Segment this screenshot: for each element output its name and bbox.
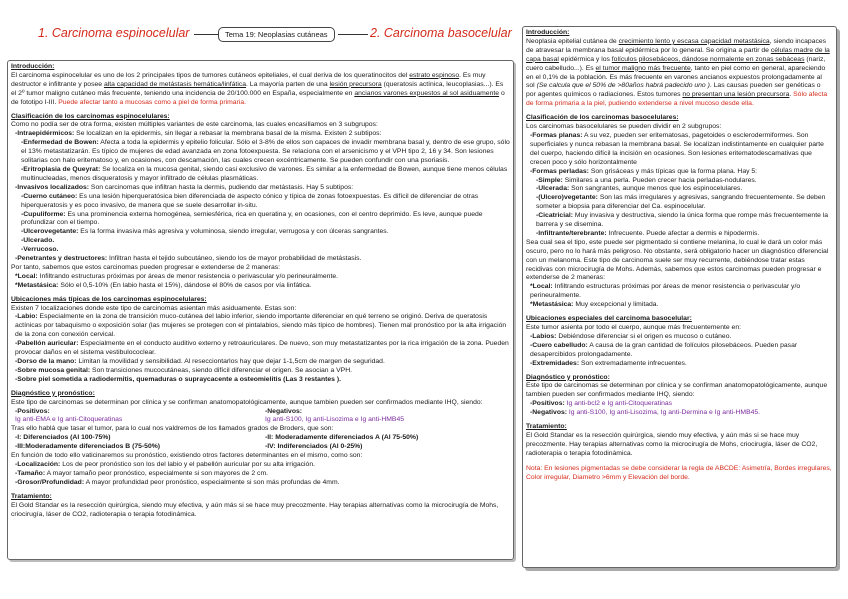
- right-clas-title: Clasificación de los carcinomas basocelulares:: [526, 114, 679, 122]
- left-clas-line: *Local: Infiltrando estructuras próximas por áreas de menor resistencia o perivascular y/o perineuralmente.: [15, 272, 339, 280]
- left-diag-broders: Tras ello hablá que tasar el tumor, para lo cual nos valdremos de los llamados grados de Broders, que son:: [11, 425, 334, 433]
- left-diag-title: Diagnóstico y pronóstico:: [11, 389, 95, 397]
- right-ubic-line: Este tumor asienta por todo el cuerpo, aunque más frecuentemente en:: [526, 324, 741, 331]
- left-ubic-line: -Dorso de la mano: Limitan la movilidad y sensibilidad. Al resecciontarlos hay que dejar 1-1,5cm de margen de seguridad.: [15, 358, 385, 365]
- right-clas-line: -Formas perladas: Son grisáceas y más típicas que la forma plana. Hay 5:: [530, 167, 758, 175]
- left-ubic-line: -Sobre piel sometida a radiodermitis, quemaduras o supraycacente a osteomielitis (Las 3 restantes ).: [15, 375, 341, 383]
- left-clas-line: -Cupuliforme: Es una prominencia externa homogénea, semiesférica, rica en queratina y, en ocasiones, con el centro deprimido. Es leve, aunque puede profundizar con el tiempo.: [21, 210, 483, 227]
- right-trat-title: Tratamiento:: [526, 423, 567, 431]
- right-intro-title: Introducción:: [526, 29, 570, 36]
- left-clas-line: -Ulcerovegetante: Es la forma invasiva más agresiva y voluminosa, siendo irregular, verrugosa y con úlceras sangrantes.: [21, 228, 389, 236]
- right-ubic-line: -Cuero cabelludo: A causa de la gran cantidad de folículos pilosebáceos. Pueden pasar desapercibidos prolongadamente.: [530, 341, 798, 358]
- left-clas-line: -Enfermedad de Bowen: Afecta a toda la epidermis y epitelio folicular. Sólo el 3-8% de ellos son capaces de invadir membrana basal y, dentro de ese grupo, sólo el 13% metastatizarán. Es típico de mujeres de edad avanzada en zona fotoexpuesta. Se relaciona con el arsenicismo y el VPH tipo 2, 16 y 34. Son lesiones solitarias con halo eritematoso y, en ocasiones, con descamación, las cuales crecen excéntricamente. Se pueden confundir con una psoriasis.: [21, 139, 510, 165]
- left-clas-line: -Cuerno cutáneo: Es una lesión hiperqueratósica bien diferenciada de aspecto cónico y típica de zonas fotoexpuestas. Es difícil de diferenciar de otras hiperqueratosis y es poco invasivo, de manera que se suele desarrollar in-situ.: [21, 192, 479, 209]
- left-clas-title: Clasificación de los carcinomas espinocelulares:: [11, 112, 170, 120]
- left-ubic-line: -Sobre mucosa genital: Son transiciones mucocutáneas, siendo difícil diferenciar el origen. Se asocian a VPH.: [15, 366, 352, 374]
- right-clas-line: -Formas planas: A su vez, pueden ser eritematosas, pagetoides o esclerodermiformes. Son superficiales y nunca rebasan la membrana basal. Se localizan indistintamente en cualquier parte del cuerpo, haciendo difícil la incisión en ocasiones. Son lesiones eritematodescamativas que crecen poco y sólo horizontalmente: [530, 131, 824, 166]
- left-ubic-line: -Labio: Especialmente en la zona de transición muco-cutánea del labio inferior, siendo importante diferenciar en qué terreno se originó. Deriva de queratosis actínicas por tabaquismo o exposición solar (las mujeres se protegen con el pintalabios, siendo más típico de hombres). Tienen mal pronóstico por la alta irrigación de la zona con conexión cervical.: [15, 313, 507, 339]
- left-factor: -Localización: Los de peor pronóstico son los del labio y el pabellón auricular por su alta irrigación.: [15, 460, 315, 468]
- left-clas-line: Como no podía ser de otra forma, existen múltiples variantes de este carcinoma, las cuales encasillamos en 3 subgrupos:: [11, 121, 378, 129]
- right-intro-text: Neoplasia epitelial cutánea de crecimiento lento y escasa capacidad metastásica, siendo incapaces de atravesar la membrana basal epidérmica por lo general. Se origina a partir de células madre de la capa basal epidérmica y los folículos pilosebáceos, dándose normalente en zonas sebáceas (nariz, cuero cabelludo...). Es el tumor maligno más frecuente, tanto en piel como en general, apareciendo en el 0,1% de la población. Es más frecuente en varones ancianos expuestos prolongadamente al sol (Se calcula que el 50% de >80años habrá padecido uno ). Las causas pueden ser genéticas o por agentes químicos o radiaciones. Estos tumores no presentan una lesión precursora. Sólo afecta de forma primaria a la piel, pudiendo extenderse a nivel mucoso desde ella.: [526, 37, 830, 108]
- connector-left: [194, 34, 218, 35]
- left-clas-line: Por tanto, sabemos que estos carcinomas pueden progresar e extenderse de 2 maneras:: [11, 263, 281, 271]
- topic-box: Tema 19: Neoplasias cutáneas: [218, 27, 335, 42]
- right-ubic-title: Ubicaciones especiales del carcinoma basocelular:: [526, 315, 692, 323]
- left-diag-intro: Este tipo de carcinomas se determinan por clínica y se confirman anatomopatológicamente, aunque tambien pueden ser confirmados mediante IHQ, siendo:: [11, 398, 483, 406]
- left-clas-line: -Verrucoso.: [21, 246, 59, 254]
- left-factor: -Tamaño: A mayor tamaño peor pronóstico, especialmente si son mayores de 2 cm.: [15, 469, 268, 477]
- left-intro-title: Introducción:: [11, 63, 55, 70]
- left-clas-line: -Ulcerado.: [21, 237, 55, 245]
- right-trat-text: El Gold Standar es la resección quirúrgica, siendo muy efectiva, y aún más si se hace muy precozmente. Hay terapias alternativas como la microcirugía de Mohs, criocirugía, láser de CO2, radioterapia o terapia fotodinámica.: [526, 431, 818, 457]
- right-clas-line: Los carcinomas basocelulares se pueden dividir en 2 subgrupos:: [526, 123, 722, 131]
- left-clas-line: -Invasivos localizados: Son carcinomas que infiltran hasta la dermis, pudiendo dar metástasis. Hay 5 subtipos:: [15, 183, 354, 191]
- left-intro-text: El carcinoma espinocelular es uno de los 2 principales tipos de tumores cutáneos epiteliales, el cual deriva de los queratinocitos del estrato espinoso. Es muy destructor e infiltrante y posee alta capacidad de metástasis hemática/linfática. La mayoría parten de una lesión precursora (queratosis actínica, leucoplasias...). Es el 2º tumor maligno cutáneo más frecuente, teniendo una incidencia de 20/100.000 en España, especialmente en ancianos varones expuestos al sol asiduamente o de fototipo I-III. Puede afectar tanto a mucosas como a piel de forma primaria.: [11, 71, 505, 106]
- left-clas-line: -Eritroplasia de Queyrat: Se localiza en la mucosa genital, siendo casi exclusivo de varones. Es similar a la enfermedad de Bowen, aunque tiene menos células multinucleadas, menos disqueratosis y mayor infiltrado de células plasmáticas.: [21, 165, 508, 182]
- connector-right: [338, 34, 368, 35]
- left-clas-line: *Metastásica: Sólo el 0,5-10% (En labio hasta el 15%), dándose el 80% de casos por vía linfática.: [15, 281, 312, 289]
- left-heading: 1. Carcinoma espinocelular: [38, 26, 190, 40]
- right-diag-title: Diagnóstico y pronóstico:: [526, 373, 610, 381]
- right-panel-content: [526, 29, 832, 564]
- right-clas-line: *Metastásica: Muy excepcional y limitada.: [530, 301, 659, 309]
- left-factor: -Grosor/Profundidad: A mayor profundidad peor pronóstico, especialmente si son más profundas de 4mm.: [15, 478, 340, 486]
- left-clas-line: -Penetrantes y destructores: Infiltran hasta el tejido subcutáneo, siendo los de mayor probabilidad de metástasis.: [15, 255, 362, 263]
- left-ubic-line: -Pabellón auricular: Especialmente en el conducto auditivo externo y retroauriculares. De nuevo, son muy metastatizantes por la rica irrigación de la zona. Pueden provocar daños en el sistema vestibulococlear.: [15, 340, 509, 357]
- right-clas-line: -Ulcerada: Son sangrantes, aunque menos que los espinocelulares.: [536, 185, 743, 193]
- right-clas-line: Sea cual sea el tipo, este puede ser pigmentado si contiene melanina, lo cual le dará un color más oscuro, pero no lo hará más peligroso. No obstante, será obligatorio hacer un diagnóstico diferencial con un melanoma. Este tipo de carcinoma suele ser muy recurrente, debiéndose tratar estas recidivas con microcirugía de Mohs. Además, sabemos que estos carcinomas pueden progresar e extenderse de 2 maneras:: [526, 238, 829, 282]
- left-clas-line: -Intraepidérmicos: Se localizan en la epidermis, sin llegar a rebasar la membrana basal de la misma. Existen 2 subtipos:: [15, 130, 382, 138]
- left-trat-title: Tratamiento:: [11, 492, 52, 500]
- right-clas-line: -Infiltrante/terebrante: Infrecuente. Puede afectar a dermis e hipodermis.: [536, 229, 760, 237]
- right-ihq-neg: -Negativos: Ig anti-S100, Ig anti-Lisozima, Ig anti-Dermina e Ig anti-HMB45.: [530, 409, 761, 417]
- right-ihq-pos: -Positivos: Ig anti-bcl2 e Ig anti-Citoqueratinas: [530, 400, 673, 408]
- right-ubic-line: -Extremidades: Son extremadamente infrecuentes.: [530, 359, 687, 367]
- left-ubic-title: Ubicaciones más típicas de los carcinomas espinocelulares:: [11, 295, 207, 303]
- right-heading: 2. Carcinoma basocelular: [370, 26, 512, 40]
- left-diag-factors: En función de todo ello vaticinaremos su pronóstico, existiendo otros factores determinantes en el mismo, como son:: [11, 452, 363, 460]
- left-grades-row: -I: Diferenciados (Al 100-75%) -II: Moderadamente diferenciados A (Al 75-50%): [15, 434, 419, 442]
- left-grades-row: -III:Moderadamente diferenciados B (75-50%) -IV: Indiferenciados (Al 0-25%): [15, 443, 363, 451]
- right-ubic-line: -Labios: Debiéndose diferenciar si el origen es mucoso o cutáneo.: [530, 332, 732, 340]
- right-abcde-note: Nota: En lesiones pigmentadas se debe considerar la regla de ABCDE: Asimetría, Bordes irregulares, Color irregular, Diametro >6mm y Elevación del borde.: [526, 464, 832, 481]
- right-clas-line: -Simple: Similares a una perla. Pueden crecer hacia perladas-nodulares.: [536, 176, 757, 184]
- right-clas-line: *Local: Infiltrando estructuras próximas por áreas de menor resistencia o perivascular y/o perineuralmente.: [530, 283, 801, 300]
- left-panel-content: [11, 63, 510, 557]
- left-ihq-row: -Positivos: Ig anti-EMA e Ig anti-Citoqueratinas -Negativos: Ig anti-S100, Ig anti-Lisozima e Ig anti-HMB45: [15, 407, 405, 424]
- left-ubic-line: Existen 7 localizaciones donde este tipo de carcinomas asientan más asiduamente. Estas son:: [11, 304, 297, 312]
- right-diag-intro: Este tipo de carcinomas se determinan por clínica y se confirman anatomopatológicamente, aunque tambien pueden ser confirmados mediante IHQ, siendo:: [526, 382, 828, 399]
- left-trat-text: El Gold Standar es la resección quirúrgica, siendo muy efectiva, y aún más si se hace muy precozmente. Hay terapias alternativas como la microcirugía de Mohs, criocirugía, láser de CO2, radioterapia o terapia fotodinámica.: [11, 501, 499, 518]
- right-clas-line: -Cicatricial: Muy invasiva y destructiva, siendo la única forma que rompe más frecuentemente la barrera y se disemina.: [536, 212, 829, 229]
- right-clas-line: -(Ulcero)vegetante: Son las más irregulares y agresivas, sangrando frecuentemente. Se deben someter a biopsia para diferenciar del Ca. espinocelular.: [536, 194, 826, 211]
